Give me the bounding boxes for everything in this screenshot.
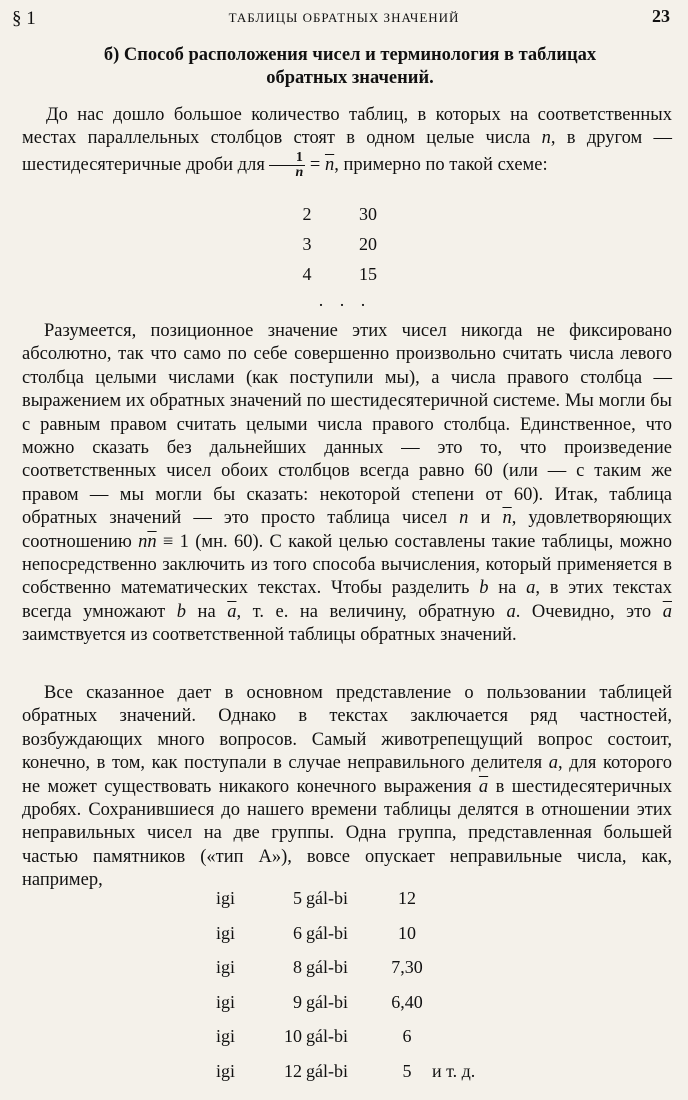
var-n-bar: $\overline{n}$ [324,154,335,175]
text: . Очевидно, это [515,601,663,622]
text: в шестидесятеричных дробях. Сохранившиеся до нашего времени таблицы делятся в отношении этих неправильных чисел на две группы. Одна группа, представленная большей частью памятников («тип А»), вовсе опускает неправильные числа, как, например, [22,776,672,891]
var-b: b [176,601,186,622]
paragraph-3 [22,682,672,893]
table-row [216,888,536,923]
text: , т. е. на величину, обратную [236,601,507,622]
cell-number: 12 [284,1060,302,1081]
text: , в этих текстах всегда умножают [22,578,672,622]
text: заимствуется из соответственной таблицы обратных значений. [22,625,517,646]
paragraph-1 [22,104,672,180]
table-ellipsis: . . . [318,290,372,310]
var-a: a [506,601,516,622]
var-a-bar: $\overline{a}$ [478,776,489,797]
text: До нас дошло большое количество таблиц, в которых на соответственных местах параллельных столбцов стоят в одном целые числа [22,105,672,149]
text: , для которого не может существовать никакого конечного выражения [22,753,672,797]
table-row [292,234,412,264]
cell-n: 4 [302,264,312,284]
running-head [0,6,688,30]
fraction-one-over-n [269,151,305,180]
var-n-bar: $\overline{n}$ [502,508,512,529]
cell-number: 10 [284,1026,302,1046]
cell-reciprocal: 15 [359,264,377,284]
cell-galbi: gál-bi [306,957,348,977]
var-a-bar: $\overline{a}$ [662,601,672,622]
igi-galbi-table [216,888,536,1095]
text: , в другом — шестидесятеричные дроби для [22,128,672,175]
var-n-bar: $\overline{n}$ [147,531,157,552]
heading-line-1: б) Способ расположения чисел и терминология в таблицах [103,45,597,65]
cell-value: 12 [398,888,416,908]
var-n: n [138,531,148,552]
table-row [216,992,536,1027]
text: на [185,601,228,622]
cell-galbi: gál-bi [306,1026,348,1046]
fraction-numerator: 1 [269,151,305,166]
cell-igi: igi [216,922,236,943]
cell-number: 6 [293,922,302,943]
fraction-denominator: n [295,164,304,180]
page-number: 23 [652,6,670,26]
text: , примерно по такой схеме: [334,154,548,175]
var-a: a [548,753,558,774]
heading-line-2: обратных значений. [266,68,434,88]
paragraph-2 [22,320,672,648]
cell-value: 10 [398,922,416,943]
var-n: n [459,508,469,529]
cell-igi: igi [216,991,236,1012]
cell-reciprocal: 30 [359,204,377,224]
cell-n: 3 [302,234,312,254]
section-heading [40,44,660,90]
cell-number: 9 [293,991,302,1012]
var-a: a [526,578,536,599]
cell-tail: и т. д. [432,1060,476,1081]
cell-value: 5 [402,1060,412,1081]
var-a-bar: $\overline{a}$ [227,601,237,622]
text: ≡ 1 (мн. 60). С какой целью составлены такие таблицы, можно непосредственно заключить из того способа вычисления, который применяется в собственно математических текстах. Чтобы разделить [22,531,673,599]
cell-igi: igi [216,888,236,908]
cell-value: 6,40 [391,991,423,1012]
cell-n: 2 [302,204,312,224]
table-row [216,1026,536,1061]
text: на [488,578,527,599]
running-title: ТАБЛИЦЫ ОБРАТНЫХ ЗНАЧЕНИЙ [228,10,460,25]
text: Разумеется, позиционное значение этих чисел никогда не фиксировано абсолютно, так что само по себе совершенно произвольно считать числа левого столбца целыми числами (как поступили мы), а числа правого столбца — выражением их обратных значений по шестидесятеричной системе. Мы могли бы с равным правом считать целыми числа правого столбца. Единственное, что можно сказать без дальнейших данных — это то, что произведение соответственных чисел обоих столбцов всегда равно 60 (или — с таким же правом — мы могли бы сказать: некоторой степени от 60). Итак, таблица обратных значений — это просто таблица чисел [22,321,672,529]
table-row [216,923,536,958]
reciprocal-table-example [292,204,412,294]
table-row [292,204,412,234]
cell-value: 6 [402,1026,412,1046]
cell-igi: igi [216,1026,236,1046]
text: , удовлетворяющих соотношению [22,508,673,552]
table-row [216,957,536,992]
cell-galbi: gál-bi [306,922,348,943]
cell-number: 8 [293,957,302,977]
cell-reciprocal: 20 [359,234,377,254]
table-row [216,1061,536,1096]
cell-igi: igi [216,957,236,977]
cell-number: 5 [293,888,302,908]
cell-value: 7,30 [391,957,423,977]
cell-galbi: gál-bi [306,991,348,1012]
var-n: n [541,128,551,149]
cell-galbi: gál-bi [306,888,348,908]
cell-igi: igi [216,1060,236,1081]
text: Все сказанное дает в основном представление о пользовании таблицей обратных значений. Однако в текстах заключается ряд частностей, возбуждающих много вопросов. Самый животрепещущий вопрос состоит, конечно, в том, как поступали в случае неправильного делителя [22,683,672,774]
section-mark: § 1 [12,8,36,29]
text: = [305,154,325,175]
text: и [468,508,503,529]
var-b: b [479,578,489,599]
cell-galbi: gál-bi [306,1060,348,1081]
